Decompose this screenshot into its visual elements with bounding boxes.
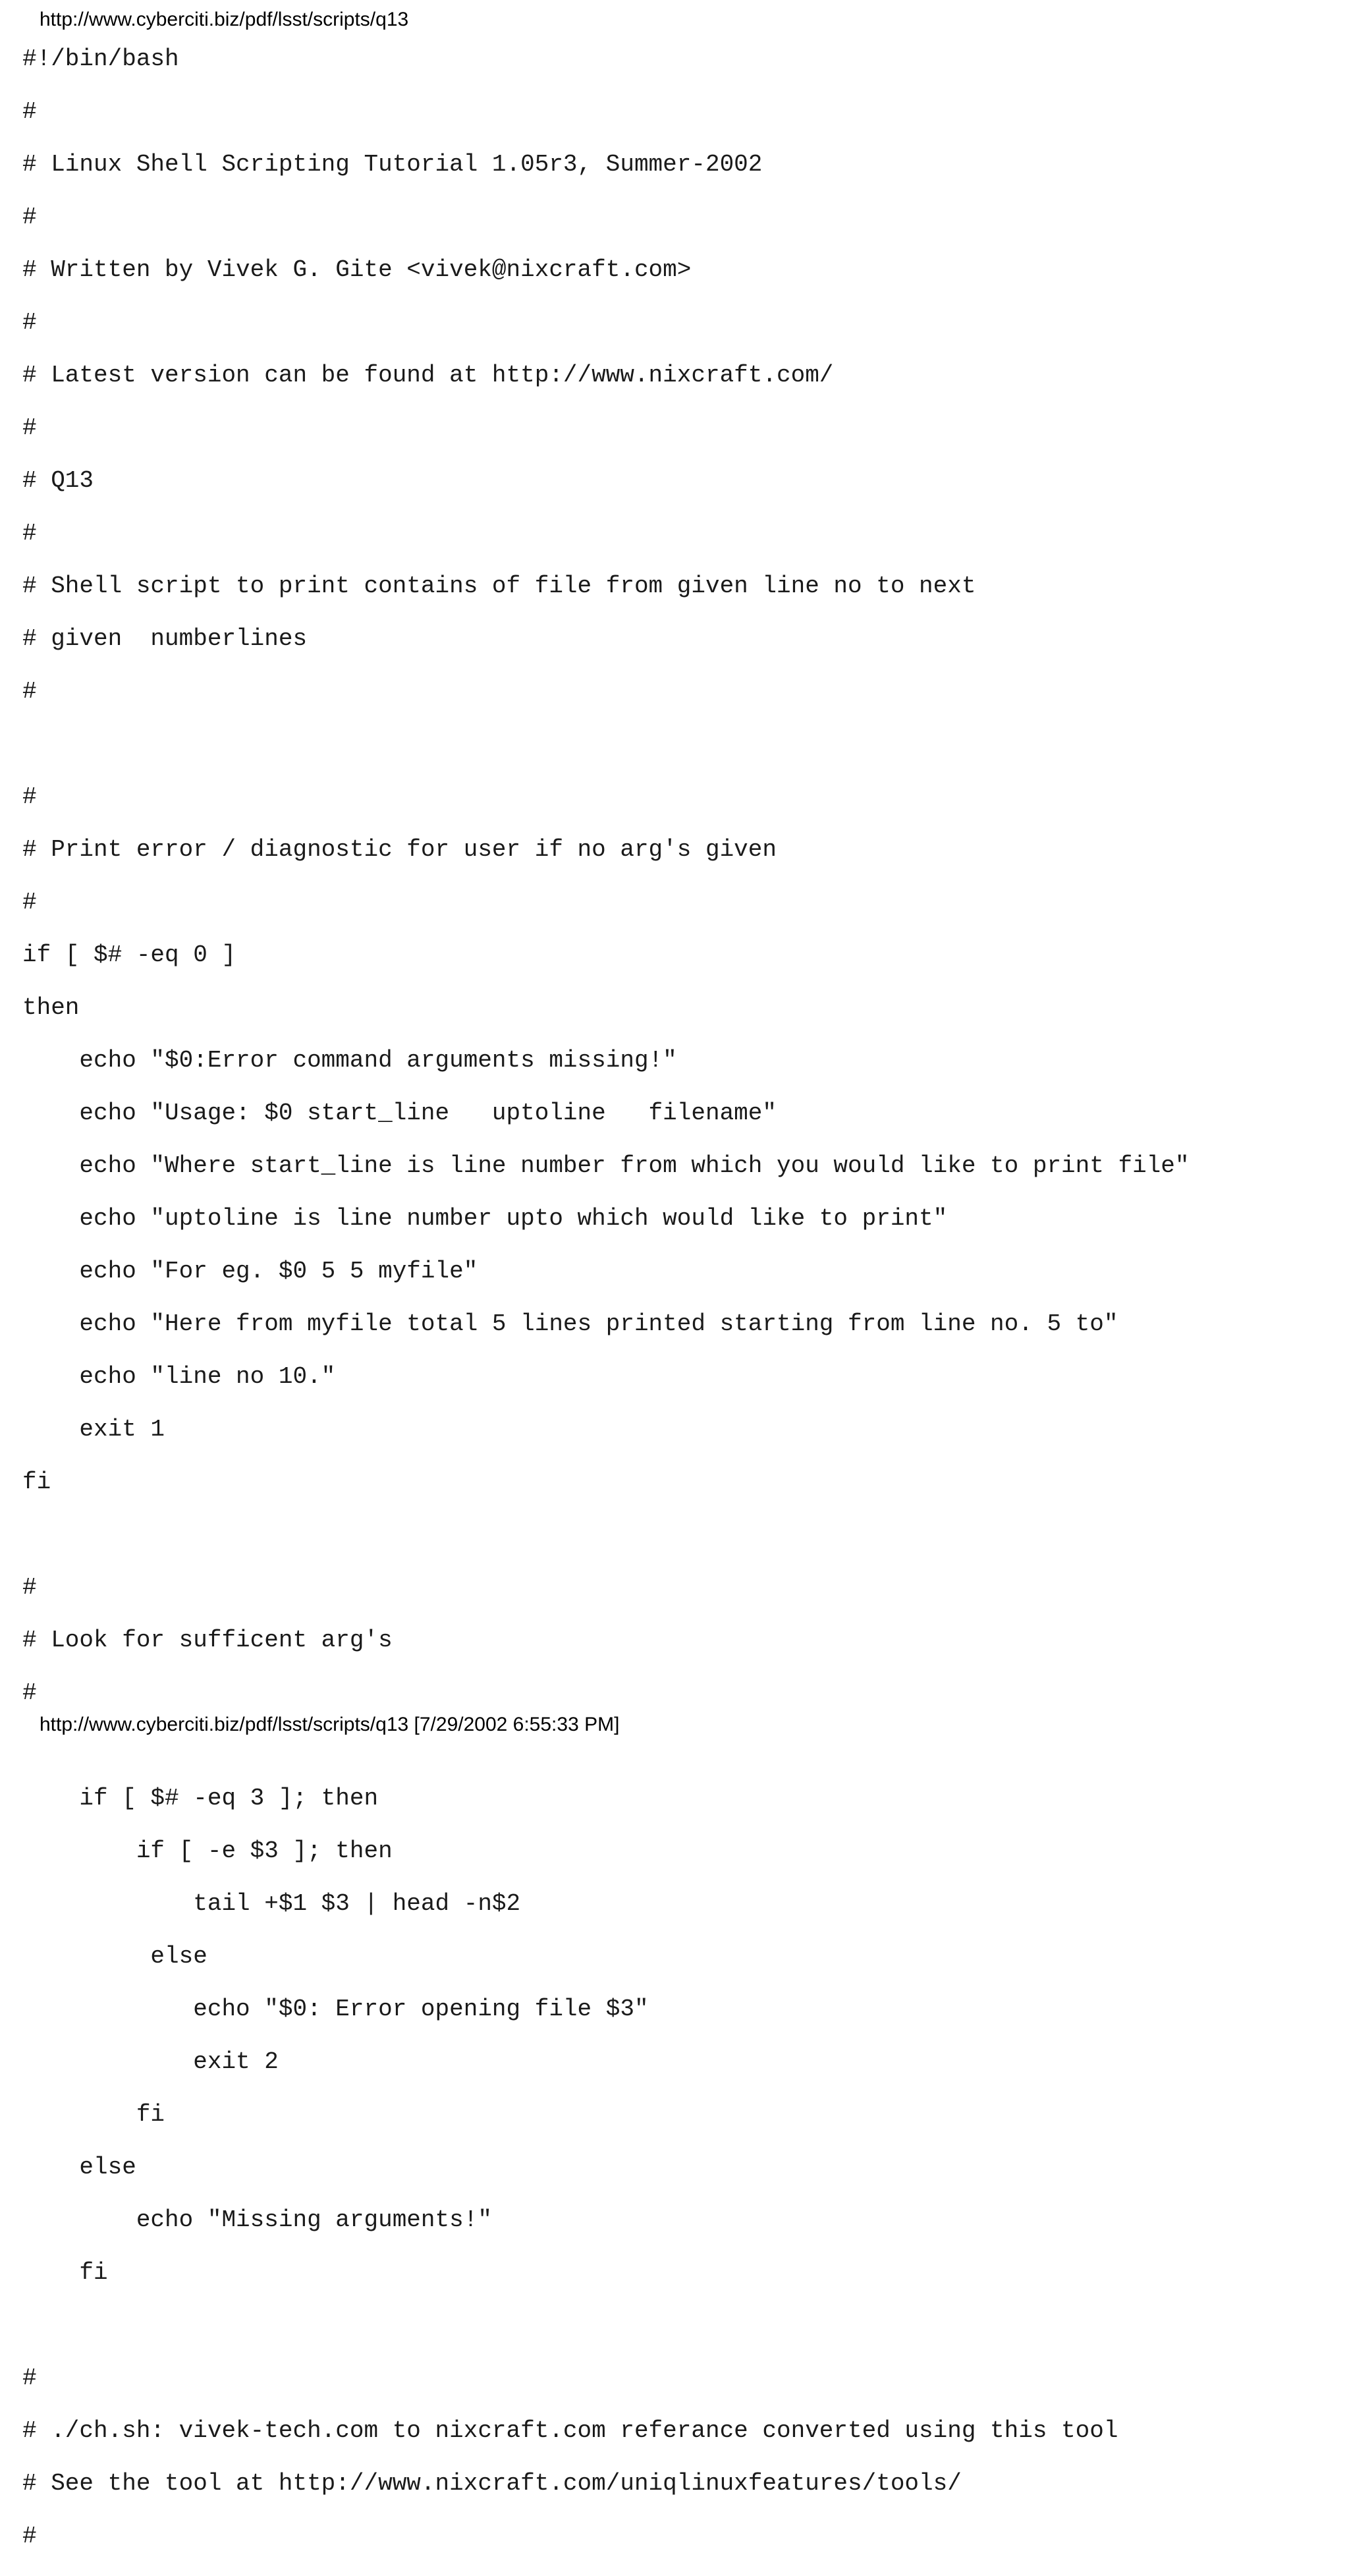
code-line: # [22,2523,37,2550]
code-line: # See the tool at http://www.nixcraft.com/uniqlinuxfeatures/tools/ [22,2470,962,2497]
code-line: if [ $# -eq 0 ] [22,941,236,968]
code-line: # given numberlines [22,625,308,652]
code-line: echo "Where start_line is line number from which you would like to print file" [22,1152,1190,1179]
code-line: if [ -e $3 ]; then [22,1837,393,1864]
code-line: # [22,520,37,547]
code-line: # Written by Vivek G. Gite <vivek@nixcraft.com> [22,256,692,283]
shell-script-code [22,46,1190,2576]
code-line: tail +$1 $3 | head -n$2 [22,1890,521,1917]
page-url-footer: http://www.cyberciti.biz/pdf/lsst/scripts/q13 [7/29/2002 6:55:33 PM] [40,1714,620,1735]
code-line: # [22,1679,37,1706]
code-line: echo "line no 10." [22,1363,336,1390]
code-line: # [22,414,37,441]
code-line: echo "Usage: $0 start_line uptoline filename" [22,1100,777,1127]
code-line: # ./ch.sh: vivek-tech.com to nixcraft.com referance converted using this tool [22,2417,1118,2444]
code-line: # Look for sufficent arg's [22,1627,393,1654]
code-line: echo "uptoline is line number upto which would like to print" [22,1205,948,1232]
code-line: # [22,2365,37,2392]
code-line [22,731,1190,758]
code-line: echo "$0:Error command arguments missing!" [22,1047,677,1074]
code-line: else [22,1943,207,1970]
code-line: # [22,204,37,231]
code-line: # [22,889,37,916]
code-line: # [22,98,37,125]
code-line: echo "For eg. $0 5 5 myfile" [22,1258,478,1285]
code-line: # Shell script to print contains of file from given line no to next [22,573,976,600]
code-line: # [22,309,37,336]
code-line [22,2312,1190,2339]
code-line: fi [22,1469,51,1496]
code-line: echo "$0: Error opening file $3" [22,1996,649,2023]
code-line: echo "Here from myfile total 5 lines printed starting from line no. 5 to" [22,1310,1118,1337]
code-line: then [22,994,80,1021]
code-line: #!/bin/bash [22,45,179,72]
code-line: # [22,1574,37,1601]
code-line: fi [22,2101,165,2128]
code-line: echo "Missing arguments!" [22,2206,492,2233]
code-line: else [22,2154,136,2181]
code-line: # [22,783,37,810]
code-line: # Q13 [22,467,94,494]
code-line: exit 2 [22,2048,279,2075]
code-line: # Print error / diagnostic for user if no arg's given [22,836,777,863]
code-line: # [22,678,37,705]
code-line: fi [22,2259,108,2286]
code-line: # Latest version can be found at http://www.nixcraft.com/ [22,362,834,389]
code-line: exit 1 [22,1416,165,1443]
code-line [22,1733,1190,1759]
code-line: if [ $# -eq 3 ]; then [22,1785,379,1812]
code-line: # Linux Shell Scripting Tutorial 1.05r3, Summer-2002 [22,151,763,178]
code-line [22,1522,1190,1548]
page-url-header: http://www.cyberciti.biz/pdf/lsst/scripts/q13 [40,9,409,30]
